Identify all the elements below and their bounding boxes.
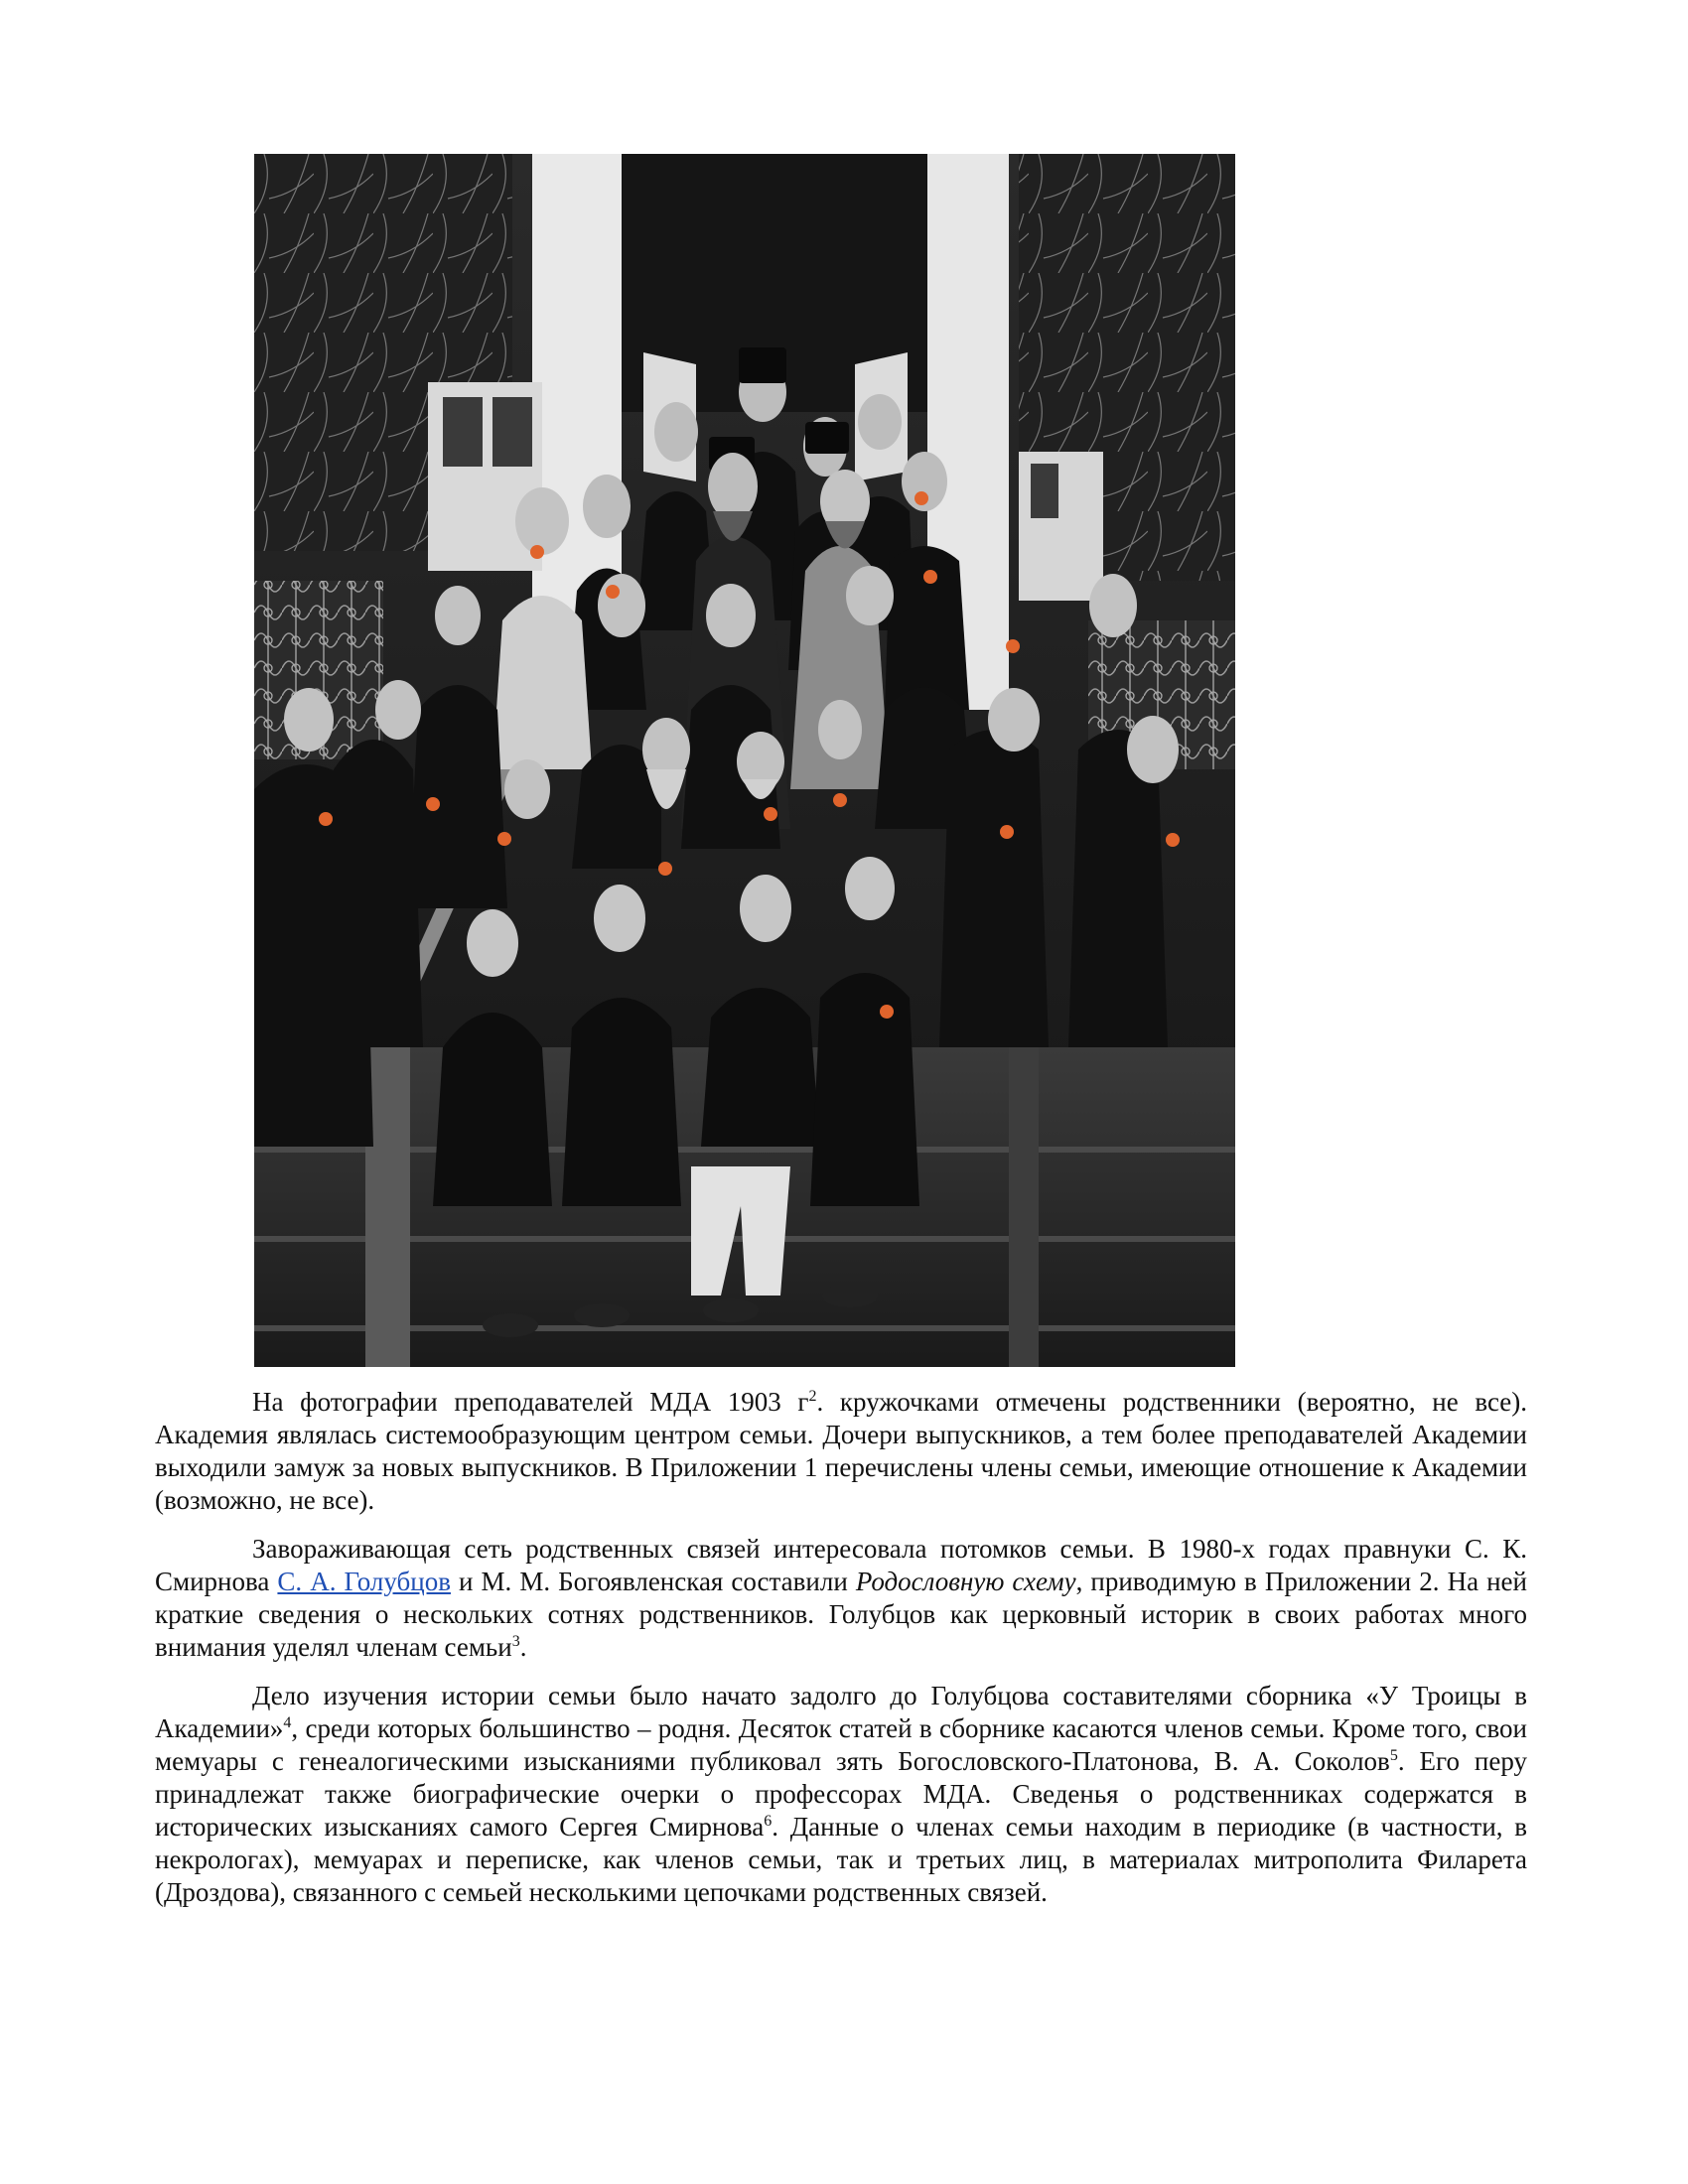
p2-text-d: . bbox=[519, 1632, 527, 1662]
p3-text-b: , среди которых большинство – родня. Десяток статей в сборнике касаются членов семьи. Кроме того, свои мемуары с генеалогическими изысканиями публиковал зять Богословского-Платонова, В. А. Соколов bbox=[155, 1713, 1527, 1776]
genealogy-scheme-title: Родословную схему bbox=[855, 1567, 1076, 1596]
paragraph-1 bbox=[155, 1386, 1527, 1517]
group-photograph bbox=[254, 154, 1235, 1367]
p1-text-a: На фотографии преподавателей МДА 1903 г bbox=[252, 1387, 809, 1417]
p3-text-c: . Его перу принадлежат также биографические очерки о профессорах МДА. Сведенья о родственниках содержатся в исторических изысканиях самого Сергея Смирнова bbox=[155, 1746, 1527, 1842]
footnote-ref-3[interactable]: 3 bbox=[511, 1633, 520, 1650]
p2-text-b: и М. М. Богоявленская составили bbox=[450, 1567, 856, 1596]
p2-text-c: , приводимую в Приложении 2. На ней краткие сведения о нескольких сотнях родственников. Голубцов как церковный историк в своих работах много внимания уделял членам семьи bbox=[155, 1567, 1527, 1662]
p2-text-a: Завораживающая сеть родственных связей интересовала потомков семьи. В 1980-х годах правнуки С. К. Смирнова bbox=[155, 1534, 1527, 1596]
footnote-ref-6[interactable]: 6 bbox=[764, 1813, 773, 1830]
paragraph-2 bbox=[155, 1533, 1527, 1664]
p3-text-d: . Данные о членах семьи находим в периодике (в частности, в некрологах), мемуарах и переписке, как членов семьи, так и третьих лиц, в материалах митрополита Филарета (Дроздова), связанного с семьей несколькими цепочками родственных связей. bbox=[155, 1812, 1527, 1907]
footnote-ref-4[interactable]: 4 bbox=[283, 1714, 292, 1731]
p3-text-a: Дело изучения истории семьи было начато задолго до Голубцова составителями сборника «У Троицы в Академии» bbox=[155, 1681, 1527, 1743]
paragraph-3 bbox=[155, 1680, 1527, 1909]
footnote-ref-2[interactable]: 2 bbox=[808, 1388, 817, 1405]
p1-text-b: . кружочками отмечены родственники (вероятно, не все). Академия являлась системообразующим центром семьи. Дочери выпускников, а тем более преподавателей Академии выходили замуж за новых выпускников. В Приложении 1 перечислены члены семьи, имеющие отношение к Академии (возможно, не все). bbox=[155, 1387, 1527, 1515]
golubtsov-link[interactable]: С. А. Голубцов bbox=[277, 1567, 451, 1596]
footnote-ref-5[interactable]: 5 bbox=[1389, 1747, 1398, 1764]
photo-illustration bbox=[254, 154, 1235, 1367]
body-text bbox=[155, 1386, 1527, 1925]
